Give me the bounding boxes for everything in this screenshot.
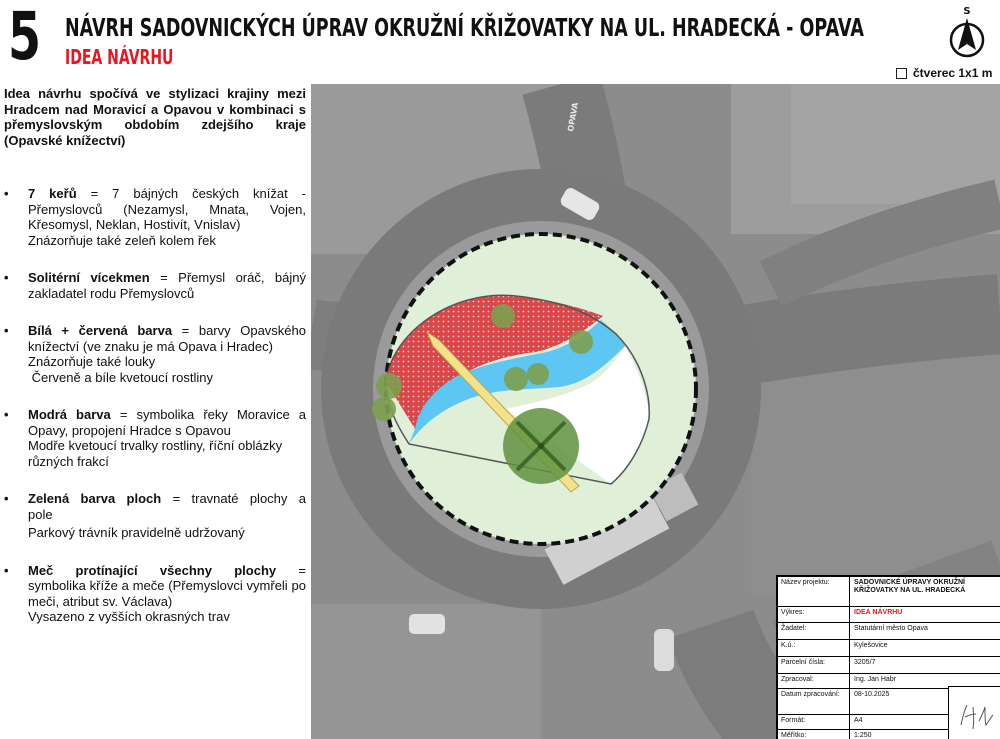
legend-first: = symbolika řeky Moravice a [119,407,306,422]
road-label: OPAVA [566,101,581,133]
tb-row: Datum zpracování: 08-10.2025 [778,689,1000,715]
tb-row: Název projektu: SADOVNICKÉ ÚPRAVY OKRUŽNÍ KŘIŽOVATKY NA UL. HRADECKÁ [778,577,1000,607]
legend-rest: knížectví (ve znaku je má Opava i Hradec) [28,338,273,354]
legend-rest: pole [28,506,53,522]
legend-note: Znázorňuje také louky [28,354,156,369]
legend-item-blue [4,407,306,469]
tb-row: Měřítko: 1:250 [778,730,1000,739]
bullet-icon: • [4,562,9,578]
legend-first: = barvy Opavského [181,323,306,338]
legend-rest: Opavy, propojení Hradce s Opavou [28,422,231,438]
north-arrow-icon [946,4,988,60]
legend-term: Bílá + červená barva [28,323,173,338]
bullet-icon: • [4,323,9,338]
legend-item-tree [4,270,306,301]
legend-note: Červeně a bíle kvetoucí rostliny [28,369,213,385]
legend-note: Parkový trávník pravidelně udržovaný [28,525,245,540]
intro-text: Idea návrhu spočívá ve stylizaci krajiny mezi Hradcem nad Moravicí a Opavou v kombinaci s přemyslovským obdobím zdejšího kraje (Opavské knížectví) [4,86,306,148]
square-icon [896,68,907,79]
north-label: S [963,6,971,17]
signature-box [948,686,1000,739]
legend-item-sword [4,563,306,625]
scale-label: čtverec 1x1 m [913,66,993,80]
signature-icon [949,687,1000,739]
bullet-icon: • [4,407,9,422]
tb-row: Parcelní čísla: 3205/7 [778,657,1000,674]
drawing-number: 5 [8,0,41,75]
legend-rest: Přemyslovců (Nezamysl, Mnata, Vojen, Křesomysl, Neklan, Hostivít, Vnislav) [28,201,306,232]
scale-legend [896,66,992,80]
legend-rest: zakladatel rodu Přemyslovců [28,285,195,301]
legend-first: = [298,562,306,578]
legend-rest: symbolika kříže a meče (Přemyslovci vymřeli po meči, atribut sv. Václava) [28,578,306,609]
tb-row: Výkres: IDEA NÁVRHU [778,607,1000,623]
title-block [776,575,1000,739]
drawing-subtitle: IDEA NÁVRHU [65,45,174,69]
tb-row: Žadatel: Statutární město Opava [778,623,1000,640]
legend-first: = Přemysl oráč, bájný [160,270,306,285]
legend-note: Modře kvetoucí trvalky rostliny, říční oblázky různých frakcí [28,438,283,469]
legend-note: Vysazeno z vyšších okrasných trav [28,609,230,624]
drawing-title: NÁVRH SADOVNICKÝCH ÚPRAV OKRUŽNÍ KŘIŽOVATKY NA UL. HRADECKÁ - OPAVA [65,13,864,42]
legend-term: Meč protínající všechny plochy [28,562,277,578]
legend-term: 7 keřů [28,186,77,201]
legend-item-colors [4,323,306,385]
legend-item-shrubs [4,186,306,248]
legend-term: Modrá barva [28,407,111,422]
legend-term: Zelená barva ploch [28,491,162,506]
bullet-icon: • [4,186,9,201]
bullet-icon: • [4,491,9,506]
legend-list [4,186,306,647]
tb-row: K.ú.: Kylešovice [778,640,1000,657]
legend-note: Znázorňuje také zeleň kolem řek [28,232,216,248]
legend-item-green [4,491,306,541]
tb-row: Formát: A4 [778,715,1000,730]
tb-row: Zpracoval: Ing. Jan Habr [778,674,1000,689]
legend-first: = 7 bájných českých knížat - [90,186,306,201]
bullet-icon: • [4,270,9,285]
legend-first: = travnaté plochy a [172,491,306,506]
legend-term: Solitérní vícekmen [28,270,150,285]
